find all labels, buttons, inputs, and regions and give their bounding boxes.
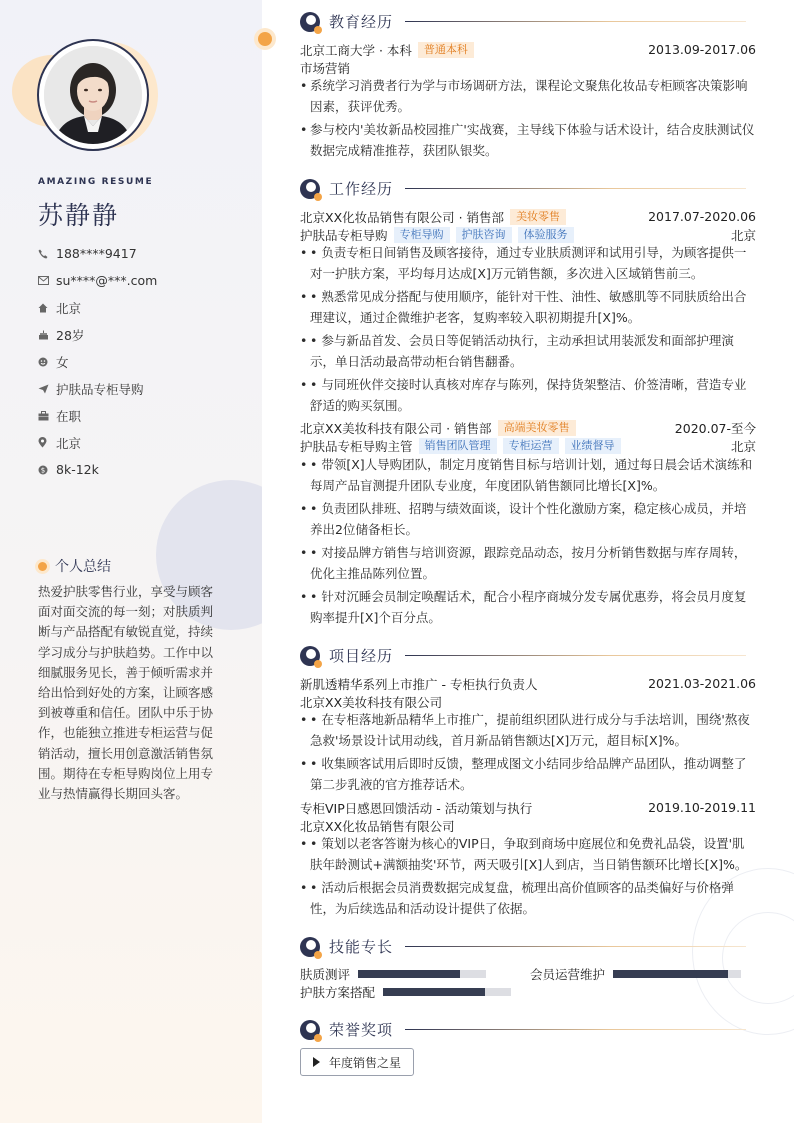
job-header-row	[300, 208, 756, 225]
awards-section-heading	[300, 1019, 746, 1040]
candidate-name: 苏静静	[38, 201, 120, 230]
award-item	[300, 1048, 414, 1076]
status-text: 在职	[56, 408, 82, 424]
skill-bar-fill	[613, 970, 728, 978]
education-bullet: • 参与校内'美妆新品校园推广'实战赛，主导线下体验与话术设计，结合皮肤测试仪数据完成精准推荐，获团队银奖。	[300, 122, 755, 158]
job-date: 2020.07-至今	[674, 420, 756, 436]
skill-tag: 专柜运营	[503, 438, 559, 454]
salary-icon	[38, 465, 56, 475]
industry-tag: 高端美妆零售	[498, 420, 576, 436]
gender-icon	[38, 357, 56, 367]
education-header-row	[300, 41, 756, 58]
section-divider	[405, 946, 746, 947]
mail-icon	[38, 276, 56, 285]
info-gender	[38, 348, 248, 375]
skill-item	[530, 965, 741, 983]
project-org: 北京XX美妆科技有限公司	[300, 694, 443, 710]
section-divider	[405, 21, 746, 22]
project-org-row	[300, 817, 756, 834]
project-bullet: • • 收集顾客试用后即时反馈，整理成图文小结同步给品牌产品团队，推动调整了第二步乳液的官方推荐话术。	[300, 756, 747, 792]
summary-text: 热爱护肤零售行业，享受与顾客面对面交流的每一刻；对肤质判断与产品搭配有敏锐直觉，持续学习成分与护肤趋势。工作中以细腻服务见长，善于倾听需求并给出恰到好处的方案，让顾客感到被尊重和信任。团队中乐于协作，也能独立推进专柜运营与促销活动，擅长用创意激活销售氛围。期待在专柜导购岗位上用专业与热情赢得长期回头客。	[38, 584, 214, 802]
education-major-row	[300, 59, 756, 76]
job-role: 护肤品专柜导购主管	[300, 438, 413, 454]
awards-title: 荣誉奖项	[329, 1021, 394, 1039]
home-icon	[38, 303, 56, 313]
skill-item	[300, 965, 486, 983]
skill-tag: 护肤咨询	[456, 227, 512, 243]
info-status	[38, 402, 248, 429]
location-text: 北京	[56, 435, 82, 451]
school-name: 北京工商大学 · 本科	[300, 42, 412, 58]
skill-tag: 专柜导购	[394, 227, 450, 243]
gender-text: 女	[56, 354, 69, 370]
job-bullet: • • 对接品牌方销售与培训资源，跟踪竞品动态，按月分析销售数据与库存周转，优化主推品陈列位置。	[300, 545, 747, 581]
projects-title: 项目经历	[329, 647, 394, 665]
award-text: 年度销售之星	[329, 1055, 402, 1070]
job-role-row	[300, 437, 756, 454]
education-bullet: • 系统学习消费者行为学与市场调研方法，课程论文聚焦化妆品专柜顾客决策影响因素，获评优秀。	[300, 78, 748, 114]
avatar	[37, 39, 149, 151]
salary-text: 8k-12k	[56, 462, 99, 477]
skill-bar	[383, 988, 511, 996]
skill-tag: 业绩督导	[565, 438, 621, 454]
work-title: 工作经历	[329, 180, 394, 198]
company-name: 北京XX美妆科技有限公司 · 销售部	[300, 420, 492, 436]
project-name: 新肌透精华系列上市推广 - 专柜执行负责人	[300, 676, 538, 692]
info-location	[38, 429, 248, 456]
job-role-row	[300, 226, 756, 243]
skill-item	[300, 983, 511, 1001]
project-date: 2021.03-2021.06	[648, 676, 756, 691]
info-age	[38, 321, 248, 348]
job-target-text: 护肤品专柜导购	[56, 381, 144, 397]
project-bullet: • • 策划以老客答谢为核心的VIP日，争取到商场中庭展位和免费礼品袋，设置'肌肤年龄测试+满额抽奖'环节，两天吸引[X]人到店，当日销售额环比增长[X]%。	[300, 836, 748, 872]
job-bullet: • • 负责团队排班、招聘与绩效面谈，设计个性化激励方案，稳定核心成员，并培养出2位储备柜长。	[300, 501, 747, 537]
cake-icon	[38, 330, 56, 340]
project-header-row	[300, 799, 756, 816]
project-name: 专柜VIP日感恩回馈活动 - 活动策划与执行	[300, 800, 533, 816]
education-section-heading	[300, 11, 746, 32]
education-title: 教育经历	[329, 13, 394, 31]
phone-icon	[38, 249, 56, 259]
skill-bar-fill	[358, 970, 460, 978]
skill-tag: 销售团队管理	[419, 438, 497, 454]
job-bullet: • • 带领[X]人导购团队，制定月度销售目标与培训计划，通过每日晨会话术演练和每周产品盲测提升团队专业度，年度团队销售额同比增长[X]%。	[300, 457, 753, 493]
skill-bar	[613, 970, 741, 978]
section-icon	[300, 1020, 320, 1040]
industry-tag: 美妆零售	[510, 209, 566, 225]
briefcase-icon	[38, 411, 56, 421]
info-job-target	[38, 375, 248, 402]
job-bullet: • • 参与新品首发、会员日等促销活动执行，主动承担试用装派发和面部护理演示，单日活动最高带动柜台销售翻番。	[300, 333, 734, 369]
section-icon	[300, 179, 320, 199]
skills-title: 技能专长	[329, 938, 394, 956]
projects-section-heading	[300, 645, 746, 666]
decorative-dot	[258, 32, 272, 46]
section-divider	[405, 188, 746, 189]
section-divider	[405, 1029, 746, 1030]
sidebar	[0, 0, 262, 1123]
summary-heading	[38, 556, 111, 576]
project-date: 2019.10-2019.11	[648, 800, 756, 815]
tagline: AMAZING RESUME	[38, 177, 154, 187]
major: 市场营销	[300, 60, 351, 76]
project-bullet: • • 活动后根据会员消费数据完成复盘，梳理出高价值顾客的品类偏好与价格弹性，为后续选品和活动设计提供了依据。	[300, 880, 734, 916]
skill-bar-fill	[383, 988, 485, 996]
email-text: su****@***.com	[56, 273, 158, 288]
job-header-row	[300, 419, 756, 436]
svg-text:$: $	[40, 466, 46, 475]
summary-title-text: 个人总结	[55, 559, 111, 575]
summary-dot-icon	[38, 562, 47, 571]
skill-bar	[358, 970, 486, 978]
info-phone	[38, 240, 248, 267]
send-icon	[38, 384, 56, 394]
job-bullet: • • 针对沉睡会员制定唤醒话术，配合小程序商城分发专属优惠券，将会员月度复购率提升[X]个百分点。	[300, 589, 747, 625]
project-org-row	[300, 693, 756, 710]
work-section-heading	[300, 178, 746, 199]
job-bullet: • • 与同班伙伴交接时认真核对库存与陈列，保持货架整洁、价签清晰，营造专业舒适的购买氛围。	[300, 377, 747, 413]
job-bullet: • • 熟悉常见成分搭配与使用顺序，能针对干性、油性、敏感肌等不同肤质给出合理建议，通过企微维护老客，复购率较入职初期提升[X]%。	[300, 289, 747, 325]
job-bullet: • • 负责专柜日间销售及顾客接待，通过专业肤质测评和试用引导，为顾客提供一对一护肤方案，平均每月达成[X]万元销售额，多次进入区域销售前三。	[300, 245, 747, 281]
project-org: 北京XX化妆品销售有限公司	[300, 818, 455, 834]
location-pin-icon	[38, 437, 56, 448]
project-bullet: • • 在专柜落地新品精华上市推广，提前组织团队进行成分与手法培训，围绕'熬夜急救'场景设计试用动线，首月新品销售额达[X]万元，超目标[X]%。	[300, 712, 750, 748]
avatar-photo	[44, 46, 142, 144]
play-icon	[313, 1057, 320, 1067]
section-divider	[405, 655, 746, 656]
education-date: 2013.09-2017.06	[648, 42, 756, 57]
project-header-row	[300, 675, 756, 692]
job-city: 北京	[730, 438, 756, 454]
skill-label: 会员运营维护	[530, 967, 606, 982]
job-date: 2017.07-2020.06	[648, 209, 756, 224]
contact-info	[38, 240, 248, 483]
section-icon	[300, 937, 320, 957]
section-icon	[300, 12, 320, 32]
home-text: 北京	[56, 300, 82, 316]
degree-tag: 普通本科	[418, 42, 474, 58]
skills-section-heading	[300, 936, 746, 957]
skill-label: 护肤方案搭配	[300, 985, 376, 1000]
info-salary	[38, 456, 248, 483]
job-city: 北京	[730, 227, 756, 243]
skill-label: 肤质测评	[300, 967, 351, 982]
section-icon	[300, 646, 320, 666]
job-role: 护肤品专柜导购	[300, 227, 388, 243]
phone-text: 188****9417	[56, 246, 137, 261]
info-home	[38, 294, 248, 321]
info-email	[38, 267, 248, 294]
age-text: 28岁	[56, 327, 85, 343]
company-name: 北京XX化妆品销售有限公司 · 销售部	[300, 209, 505, 225]
skill-tag: 体验服务	[518, 227, 574, 243]
